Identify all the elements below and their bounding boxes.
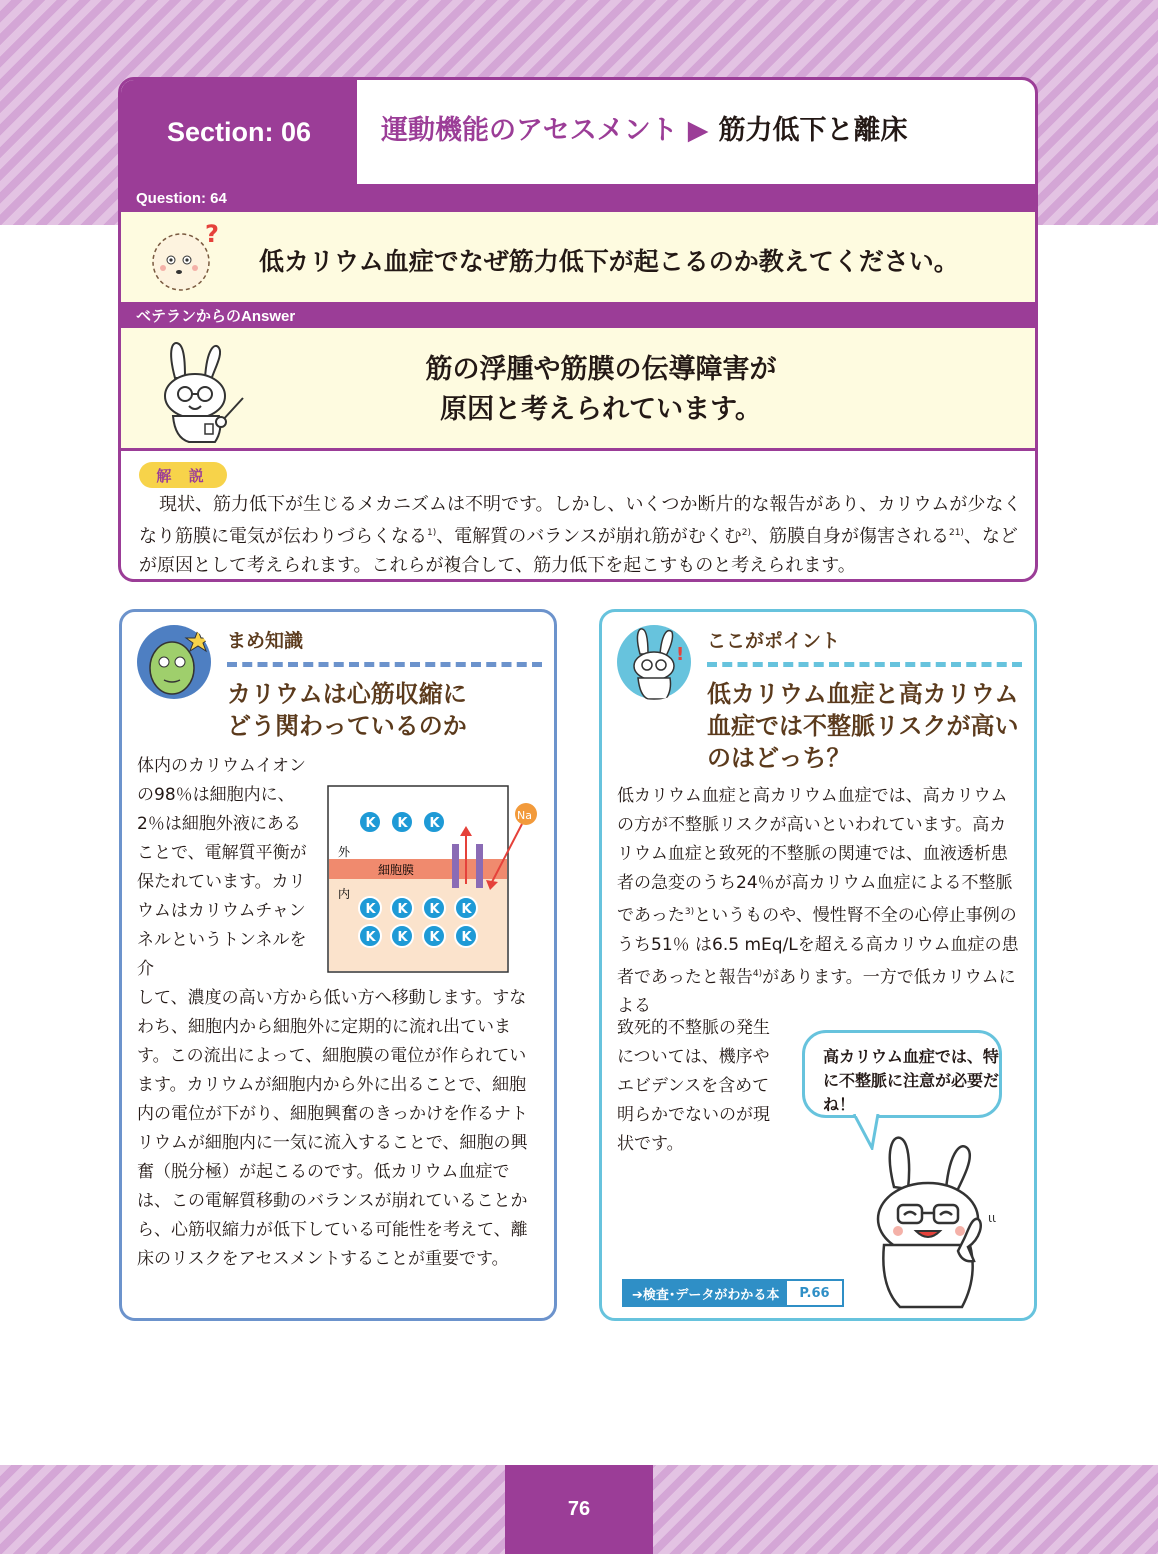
reference-book-page: P.66: [799, 1285, 830, 1301]
diagram-outside-label: 外: [338, 845, 351, 859]
answer-line-2: 原因と考えられています。: [440, 394, 762, 425]
answer-text: [321, 350, 881, 430]
trivia-paragraph-1: 体内のカリウムイオンの98％は細胞内に、2％は細胞外液にあることで、電解質平衡が保たれています。カリウムはカリウムチャンネルというトンネルを介: [137, 756, 307, 979]
svg-text:ιι: ιι: [988, 1211, 997, 1225]
potassium-ion-label: K: [429, 902, 440, 917]
section-title-topic: 運動機能のアセスメント: [381, 115, 678, 146]
potassium-ion-label: K: [365, 930, 376, 945]
reference-1: 1): [427, 528, 437, 538]
potassium-ion-label: K: [429, 930, 440, 945]
explanation-text: [139, 490, 1029, 580]
trivia-title-line-1: カリウムは心筋収縮に: [227, 680, 467, 708]
trivia-paragraph-2: して、濃度の高い方から低い方へ移動します。すなわち、細胞内から細胞外に定期的に流れ出ています。この流出によって、細胞膜の電位が作られています。カリウムが細胞内から外に出ることで、細胞内の電位が下がり、細胞興奮のきっかけを作るナトリウムが細胞内に一気に流入することで、細胞の興奮（脱分極）が起こるのです。低カリウム血症では、この電解質移動のバランスが崩れていることから、心筋収縮力が低下している可能性を考えて、離床のリスクをアセスメントすることが重要です。: [137, 988, 528, 1269]
section-arrow-icon: ▶: [687, 115, 709, 146]
trivia-title-line-2: どう関わっているのか: [227, 712, 467, 740]
potassium-ion-label: K: [461, 902, 472, 917]
point-title-line-3: のはどっち？: [707, 744, 851, 772]
section-title: [381, 108, 908, 147]
question-text: 低カリウム血症でなぜ筋力低下が起こるのか教えてください。: [259, 247, 959, 276]
page-number: 76: [505, 1465, 653, 1554]
thumbs-up-rabbit-icon: [850, 1127, 1010, 1312]
svg-text:?: ?: [205, 220, 219, 248]
speech-bubble: 高カリウム血症では、特に不整脈に注意が必要だね！: [802, 1030, 1002, 1118]
svg-text:!: !: [676, 644, 685, 665]
potassium-ion-label: K: [429, 816, 440, 831]
trivia-kicker: まめ知識: [227, 630, 304, 652]
point-paragraph-1-b: というものや、慢性腎不全の心停止事例のうち51％ は6.5 mEq/Lを超える高カリウム血症の患者であったと報告: [617, 905, 1019, 988]
point-paragraph-1: [617, 782, 1022, 1021]
diagram-inside-label: 内: [338, 887, 351, 901]
answer-label: ベテランからのAnswer: [121, 302, 1038, 328]
reference-book-title: ➔検査･データがわかる本: [624, 1281, 787, 1305]
potassium-ion-label: K: [397, 816, 408, 831]
potassium-ion-label: K: [397, 902, 408, 917]
confused-character-icon: [149, 218, 229, 298]
trivia-divider: [227, 662, 542, 667]
diagram-membrane-label: 細胞膜: [378, 863, 415, 877]
point-box: [599, 609, 1037, 1321]
section-label: Section: 06: [121, 80, 357, 184]
potassium-ion-label: K: [365, 816, 376, 831]
point-paragraph-2: 致死的不整脈の発生については、機序やエビデンスを含めて明らかでないのが現状です。: [617, 1018, 770, 1154]
answer-line-1: 筋の浮腫や筋膜の伝導障害が: [425, 354, 777, 385]
explanation-text-c: 、筋膜自身が傷害される: [750, 526, 949, 547]
point-paragraph-1-c: があります。一方で低カリウムによる: [617, 967, 1016, 1017]
explanation-text-b: 、電解質のバランスが崩れ筋がむくむ: [436, 526, 742, 547]
reference-2: 2): [741, 528, 751, 538]
explanation-text-d: 、などが原因として考えられます。これらが複合して、筋力低下を起こすものと考えられます。: [139, 526, 1018, 576]
potassium-ion-label: K: [397, 930, 408, 945]
point-kicker: ここがポイント: [707, 630, 841, 652]
point-title-line-1: 低カリウム血症と高カリウム: [707, 680, 1019, 708]
point-title: [707, 678, 1019, 774]
reference-21: 21): [948, 528, 964, 538]
trivia-title: [227, 678, 467, 742]
point-divider: [707, 662, 1022, 667]
reference-3: 3): [684, 907, 695, 917]
point-title-line-2: 血症では不整脈リスクが高い: [707, 712, 1019, 740]
question-area: [121, 212, 1038, 302]
qa-card: [118, 77, 1038, 582]
reference-book-link[interactable]: [622, 1279, 844, 1307]
rabbit-teacher-icon: [145, 338, 255, 448]
diagram-na-label: Na: [517, 809, 532, 822]
reference-4: 4): [752, 968, 763, 979]
rabbit-character-icon: [616, 624, 692, 700]
section-title-subtopic: 筋力低下と離床: [718, 115, 908, 146]
cell-membrane-diagram: [326, 784, 546, 974]
answer-area: [121, 328, 1038, 451]
explanation-text-a: 現状、筋力低下が生じるメカニズムは不明です。しかし、いくつか断片的な報告があり、カリウムが少なくなり筋膜に電気が伝わりづらくなる: [139, 494, 1022, 547]
trivia-box: [119, 609, 557, 1321]
potassium-ion-label: K: [365, 902, 376, 917]
thinking-character-icon: [136, 624, 212, 700]
explanation-badge: 解 説: [139, 462, 227, 488]
potassium-ion-label: K: [461, 930, 472, 945]
question-label: Question: 64: [121, 184, 1038, 212]
point-paragraph-1-a: 低カリウム血症と高カリウム血症では、高カリウムの方が不整脈リスクが高いといわれています。高カリウム血症と致死的不整脈の関連では、血液透析患者の急変のうち24％が高カリウム血症による不整脈であった: [617, 786, 1013, 926]
